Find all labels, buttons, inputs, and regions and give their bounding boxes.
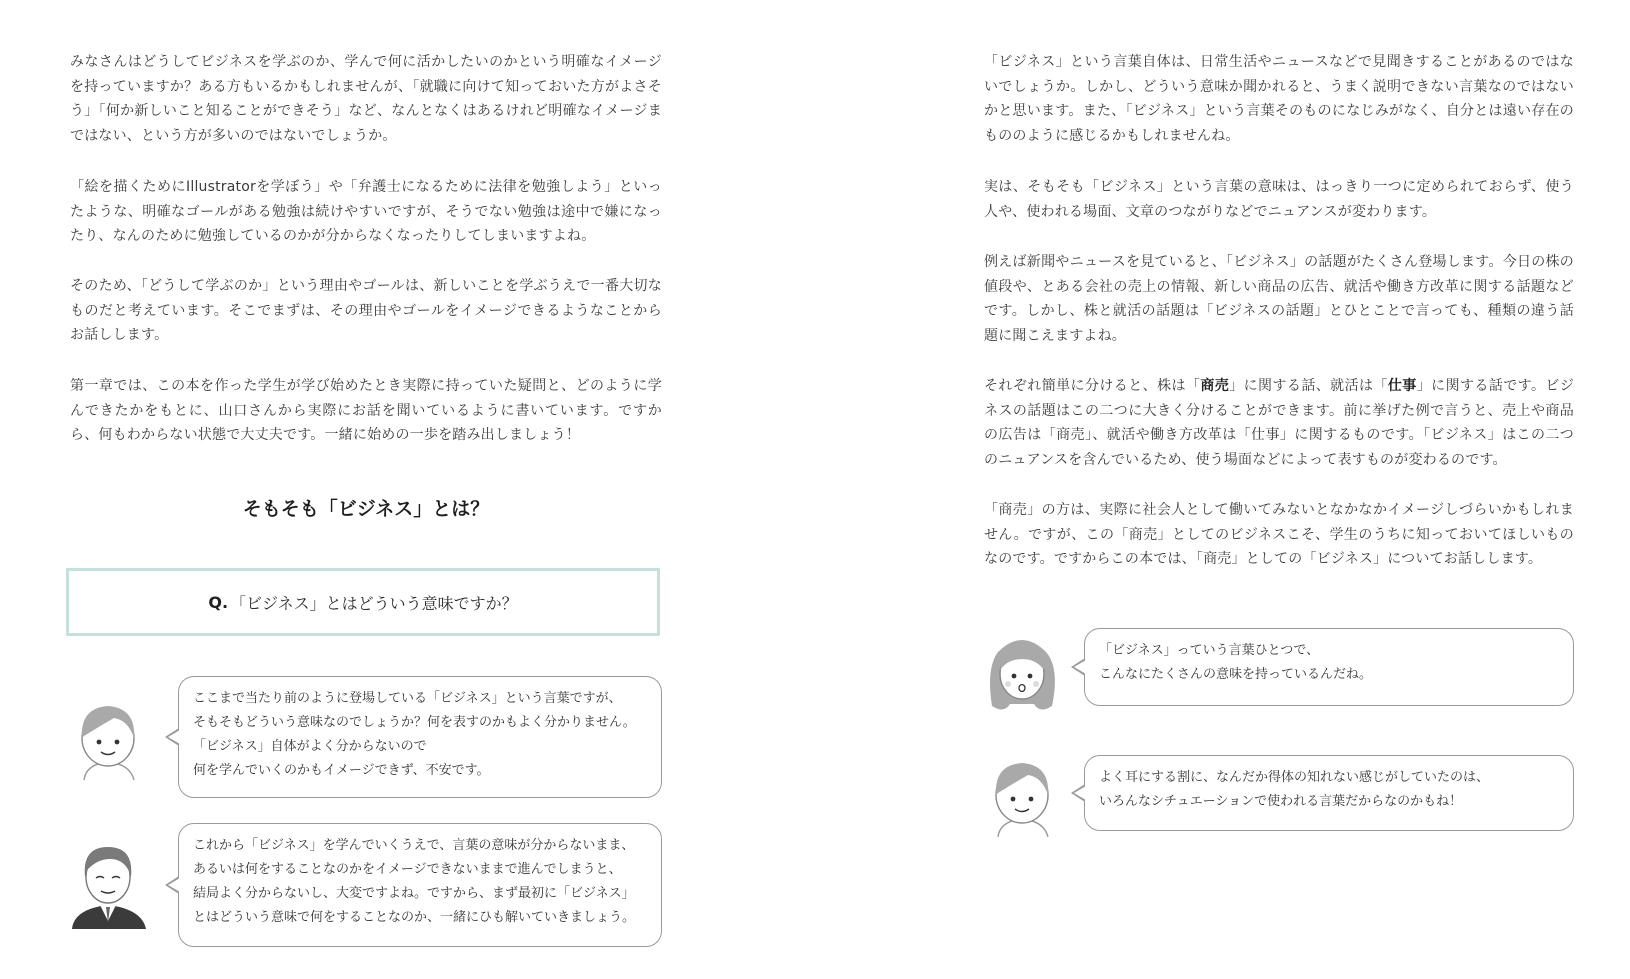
bubble-line: よく耳にする割に、なんだか得体の知れない感じがしていたのは、 [1099, 770, 1490, 785]
paragraph-text: それぞれ簡単に分けると、株は「 [984, 378, 1201, 394]
question-text: 「ビジネス」とはどういう意味ですか？ [230, 593, 518, 613]
left-paragraph-4: 第一章では、この本を作った学生が学び始めたとき実際に持っていた疑問と、どのように学んできたかをもとに、山口さんから実際にお話を聞いているように書いています。ですから、何もわからない状態で大丈夫です。一緒に始めの一歩を踏み出しましょう！ [70, 378, 662, 443]
bubble-line: 「ビジネス」っていう言葉ひとつで、 [1099, 643, 1320, 658]
paragraph-text: 」に関する話です。ビジネスの話題はこの二つに大きく分けることができます。前に挙げた例で言うと、売上や商品の広告は「商売」、就活や働き方改革は「仕事」に関するものです。「ビジネス」はこの二つのニュアンスを含んでいるため、使う場面などによって表すものが変わるのです。 [984, 378, 1575, 468]
paragraph-text: 「ビジネス」という言葉自体は、日常生活やニュースなどで見聞きすることがあるのではないでしょうか。しかし、どういう意味か聞かれると、うまく説明できない言葉なのではないかと思います。また、「ビジネス」という言葉そのものになじみがなく、自分とは遠い存在のもののように感じるかもしれませんね。 [984, 54, 1574, 144]
right-paragraph-5 [984, 498, 1574, 572]
teacher-speech-bubble [178, 823, 662, 947]
bubble-line: これから「ビジネス」を学んでいくうえで、言葉の意味が分からないまま、 [193, 838, 635, 853]
bubble-line: とはどういう意味で何をすることなのか、一緒にひも解いていきましょう。 [193, 910, 636, 925]
right-paragraph-3 [984, 250, 1574, 348]
student-avatar-icon [70, 692, 148, 784]
paragraph-text: 「商売」の方は、実際に社会人として働いてみないとなかなかイメージしづらいかもしれません。ですが、この「商売」としてのビジネスこそ、学生のうちに知っておいてほしいものなのです。ですからこの本では、「商売」としての「ビジネス」についてお話しします。 [984, 502, 1574, 567]
paragraph-text: 例えば新聞やニュースを見ていると、「ビジネス」の話題がたくさん登場します。今日の株の値段や、とある会社の売上の情報、新しい商品の広告、就活や働き方改革に関する話題などです。しかし、株と就活の話題は「ビジネスの話題」とひとことで言っても、種類の違う話題に聞こえますよね。 [984, 254, 1574, 344]
right-page [984, 0, 1574, 979]
question-prefix: Q. [208, 592, 229, 612]
student-avatar-icon [984, 749, 1062, 841]
girl-avatar-icon [984, 628, 1062, 720]
left-page [70, 0, 662, 979]
bubble-line: こんなにたくさんの意味を持っているんだね。 [1099, 667, 1373, 682]
section-heading: そもそも「ビジネス」とは？ [242, 498, 490, 520]
bubble-line: 何を学んでいくのかもイメージできず、不安です。 [193, 763, 490, 778]
bubble-line: いろんなシチュエーションで使われる言葉だからなのかもね！ [1099, 794, 1463, 809]
paragraph-text: 実は、そもそも「ビジネス」という言葉の意味は、はっきり一つに定められておらず、使う人や、使われる場面、文章のつながりなどでニュアンスが変わります。 [984, 179, 1574, 220]
bubble-line: そもそもどういう意味なのでしょうか？何を表すのかもよく分かりません。 [193, 715, 636, 730]
student-speech-bubble [178, 676, 662, 798]
right-paragraph-2 [984, 175, 1574, 224]
bubble-line: 結局よく分からないし、大変ですよね。ですから、まず最初に「ビジネス」 [193, 886, 635, 901]
emphasis-text: 商売 [1200, 378, 1230, 394]
left-paragraph-3: そのため、「どうして学ぶのか」という理由やゴールは、新しいことを学ぶうえで一番大切なものだと考えています。そこでまずは、その理由やゴールをイメージできるようなことからお話しします。 [70, 278, 662, 343]
paragraph-text: 」に関する話、就活は「 [1229, 378, 1388, 394]
left-paragraph-1: みなさんはどうしてビジネスを学ぶのか、学んで何に活かしたいのかという明確なイメージを持っていますか？ある方もいるかもしれませんが、「就職に向けて知っておいた方がよさそう」「何か新しいこと知ることができそう」など、なんとなくはあるけれど明確なイメージまではない、という方が多いのではないでしょうか。 [70, 54, 662, 144]
bubble-line: あるいは何をすることなのかをイメージできないままで進んでしまうと、 [193, 862, 622, 877]
student-speech-bubble [1084, 755, 1574, 831]
left-paragraph-2: 「絵を描くためにIllustratorを学ぼう」や「弁護士になるために法律を勉強しよう」といったような、明確なゴールがある勉強は続けやすいですが、そうでない勉強は途中で嫌になったり、なんのために勉強しているのかが分からなくなったりしてしまいますよね。 [70, 179, 662, 244]
teacher-avatar-icon [70, 837, 148, 929]
bubble-line: 「ビジネス」自体がよく分からないので [193, 739, 427, 754]
emphasis-text: 仕事 [1387, 378, 1417, 394]
bubble-line: ここまで当たり前のように登場している「ビジネス」という言葉ですが、 [193, 691, 622, 706]
girl-speech-bubble [1084, 628, 1574, 706]
right-paragraph-1 [984, 50, 1574, 148]
right-paragraph-4 [984, 374, 1574, 472]
question-box [66, 568, 660, 636]
